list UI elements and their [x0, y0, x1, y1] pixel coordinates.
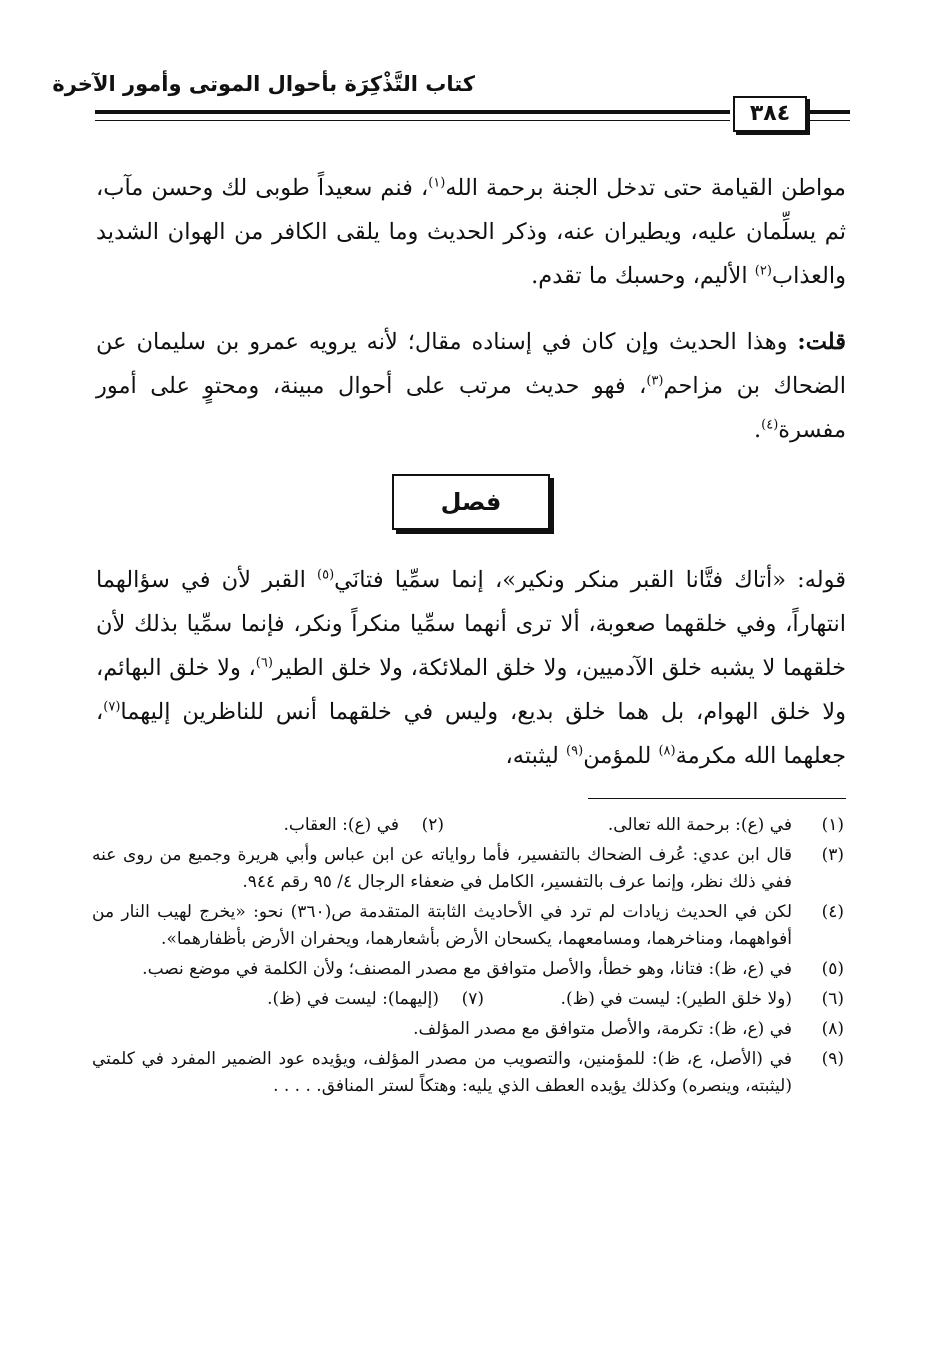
body-paragraph-3	[96, 558, 846, 778]
footnote-text: (إليهما): ليست في (ظ).	[267, 989, 439, 1009]
text-run: مواطن القيامة حتى تدخل الجنة برحمة الله	[445, 175, 846, 201]
text-run: ، فهو حديث مرتب على أحوال مبينة، ومحتوٍ على أمور مفسرة	[96, 373, 846, 443]
section-heading: فصل	[392, 474, 550, 530]
footnote-ref: (٦)	[255, 655, 273, 671]
text-run: ، فنم سعيداً طوبى لك وحسن مآب، ثم يسلِّمان عليه، ويطيران عنه، وذكر الحديث وما يلقى الكافر من الهوان الشديد والعذاب	[96, 175, 846, 289]
footnote-ref: (٧)	[103, 699, 121, 715]
footnote	[92, 1046, 844, 1100]
footnote-ref: (٨)	[658, 743, 676, 759]
body-paragraph-2	[96, 320, 846, 452]
footnote-number: (٦)	[821, 989, 844, 1009]
header-rule-right-thin	[810, 120, 850, 121]
page-number: ٣٨٤	[733, 96, 807, 132]
footnote	[92, 842, 844, 896]
header-rule-thin	[95, 120, 730, 121]
footnote-row	[92, 986, 844, 1013]
text-run: قوله: «أتاك فتَّانا القبر منكر ونكير»، إنما سمِّيا فتانَي	[334, 567, 846, 593]
text-run: للمؤمن	[583, 743, 659, 769]
body-paragraph-1	[96, 166, 846, 298]
footnote-number: (٧)	[461, 989, 484, 1009]
footnote-number: (٥)	[821, 959, 844, 979]
text-run: ، جعلهما الله مكرمة	[96, 699, 846, 769]
footnote-text: (ولا خلق الطير): ليست في (ظ).	[560, 989, 792, 1009]
footnote-number: (٨)	[821, 1019, 844, 1039]
footnotes	[92, 812, 844, 1103]
footnote-text: في (ع، ظ): فتانا، وهو خطأ، والأصل متوافق مع مصدر المصنف؛ ولأن الكلمة في موضع نصب.	[142, 959, 792, 979]
footnote-number: (٤)	[821, 902, 844, 922]
header-rule-right	[810, 110, 850, 114]
text-run: ليثبته،	[505, 743, 567, 769]
footnote-number: (٢)	[421, 815, 444, 835]
footnote	[92, 956, 844, 983]
footnote-ref: (٢)	[754, 263, 772, 279]
text-run: ، ولا خلق البهائم، ولا خلق الهوام، بل هما خلق بديع، وليس في خلقهما أنس للناظرين إليهما	[96, 655, 846, 725]
footnote-text: لكن في الحديث زيادات لم ترد في الأحاديث الثابتة المتقدمة ص(٣٦٠) نحو: «يخرج لهيب النار من أفواههما، ومناخرهما، ومسامعهما، يكسحان الأرض بأشعارهما، ويحفران الأرض بأظفارهما».	[92, 902, 792, 949]
footnote-text: في (الأصل، ع، ظ): للمؤمنين، والتصويب من مصدر المؤلف، ويؤيده عود الضمير المفرد في كلمتي (ليثبته، وينصره) وكذلك يؤيده العطف الذي يليه: وهتكاً لستر المنافق. . . . .	[92, 1049, 792, 1096]
footnote-number: (٣)	[821, 845, 844, 865]
footnote-row	[92, 812, 844, 839]
footnote-text: في (ع، ظ): تكرمة، والأصل متوافق مع مصدر المؤلف.	[413, 1019, 792, 1039]
footnote-separator	[588, 798, 846, 799]
text-run: الأليم، وحسبك ما تقدم.	[531, 263, 755, 289]
footnote-ref: (١)	[428, 175, 446, 191]
running-title: كتاب التَّذْكِرَة بأحوال الموتى وأمور الآخرة	[52, 72, 475, 96]
text-run: القبر لأن في سؤالهما انتهاراً، وفي خلقهما صعوبة، ألا ترى أنهما سمِّيا منكراً ونكر، فإنما سمِّيا بذلك لأن خلقهما لا يشبه خلق الآدميين، ولا خلق الملائكة، ولا خلق الطير	[96, 567, 847, 681]
footnote-number: (٩)	[821, 1049, 844, 1069]
text-run: .	[753, 417, 762, 443]
footnote-ref: (٩)	[566, 743, 584, 759]
lead-word: قلت:	[797, 329, 846, 355]
footnote-number: (١)	[821, 815, 844, 835]
text-run: وهذا الحديث وإن كان في إسناده مقال؛ لأنه يرويه عمرو بن سليمان عن الضحاك بن مزاحم	[96, 329, 846, 399]
footnote-ref: (٣)	[646, 373, 664, 389]
header-rule	[95, 110, 730, 114]
footnote	[92, 1016, 844, 1043]
footnote	[92, 899, 844, 953]
footnote-ref: (٥)	[317, 567, 335, 583]
footnote-text: في (ع): برحمة الله تعالى.	[607, 815, 792, 835]
footnote-text: في (ع): العقاب.	[283, 815, 399, 835]
footnote-text: قال ابن عدي: عُرف الضحاك بالتفسير، فأما رواياته عن ابن عباس وأبي هريرة وجميع من روى عنه ففي ذلك نظر، وإنما عرف بالتفسير، الكامل في ضعفاء الرجال ٤/ ٩٥ رقم ٩٤٤.	[92, 845, 792, 892]
footnote-ref: (٤)	[761, 417, 779, 433]
